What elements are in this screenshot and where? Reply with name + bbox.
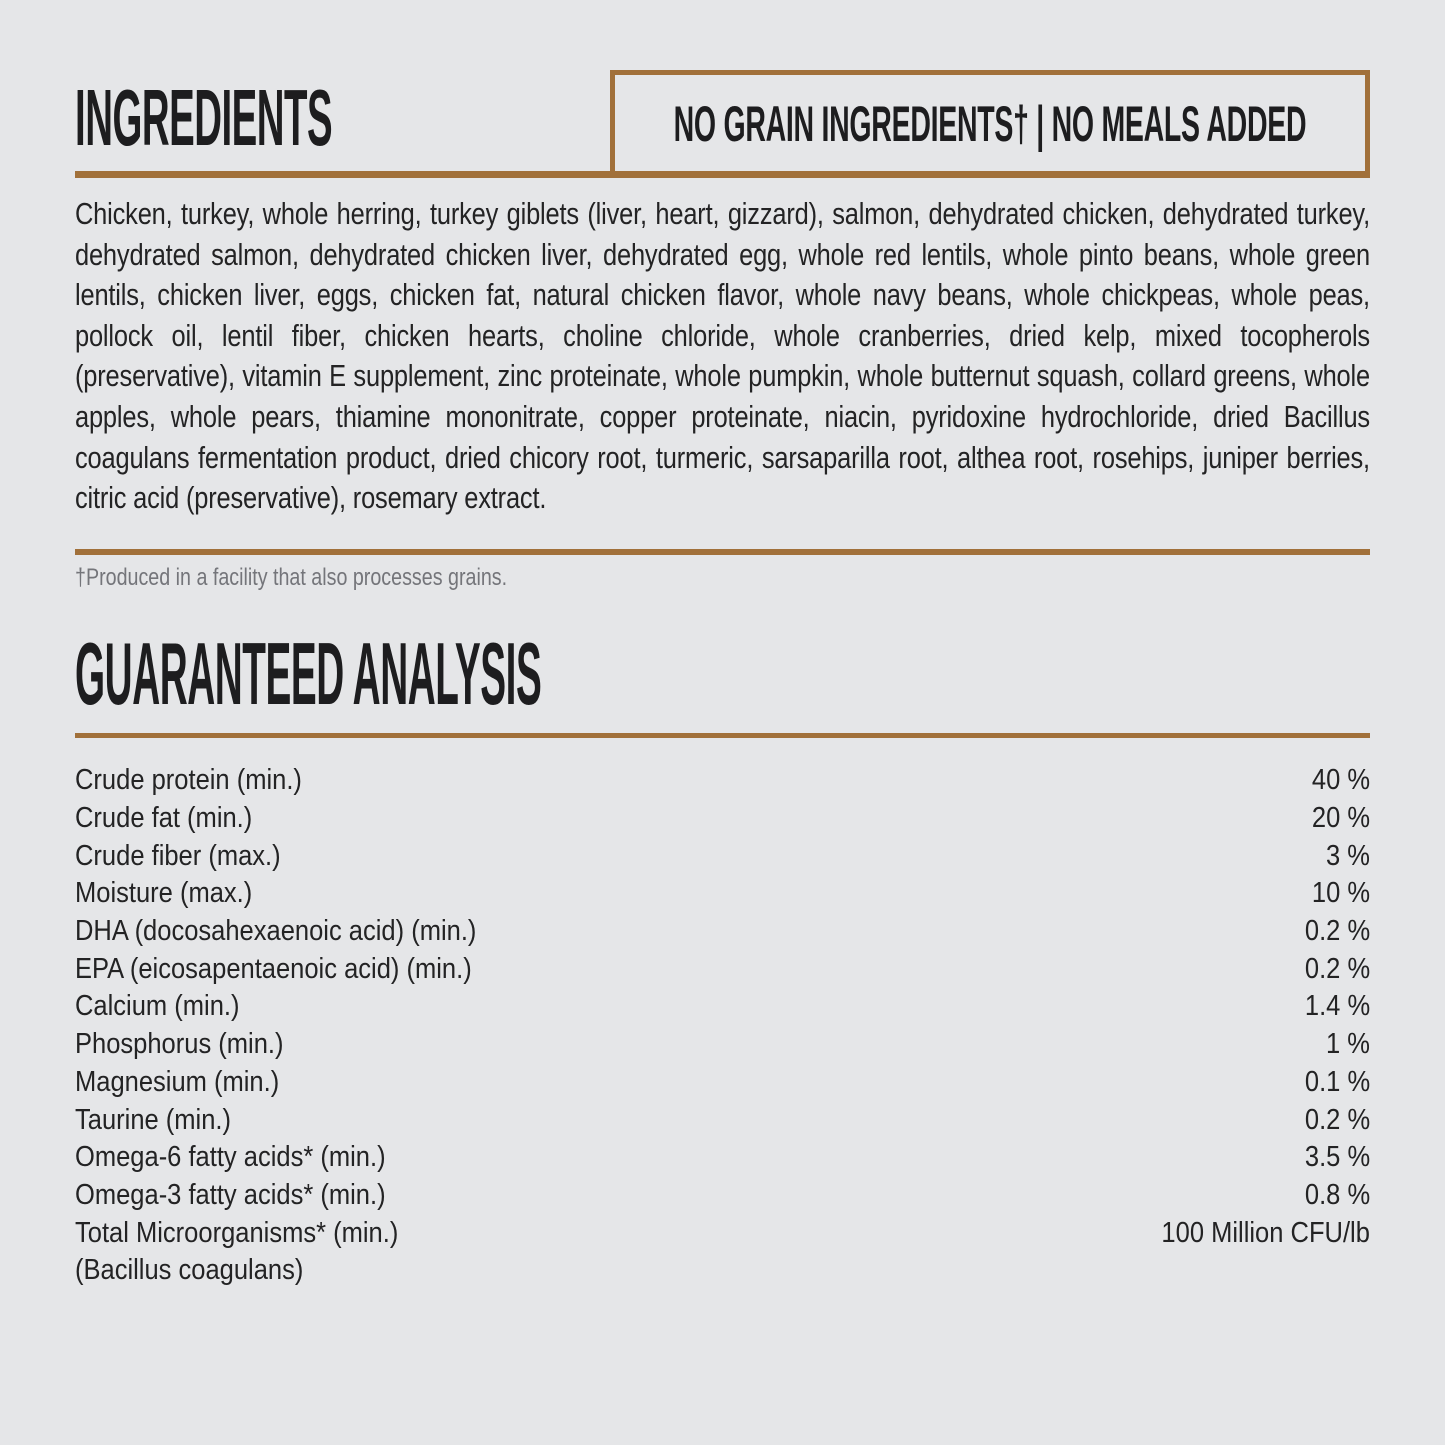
- table-row: [75, 913, 1370, 951]
- table-row: [75, 950, 1370, 988]
- analysis-value: 40 %: [1311, 764, 1370, 797]
- analysis-value: 1.4 %: [1304, 990, 1370, 1023]
- table-row: [75, 988, 1370, 1026]
- guaranteed-analysis-table: [75, 762, 1370, 1290]
- analysis-label: Magnesium (min.): [75, 1065, 280, 1098]
- analysis-label: EPA (eicosapentaenoic acid) (min.): [75, 952, 472, 985]
- table-row: [75, 875, 1370, 913]
- ingredients-heading: [75, 73, 611, 162]
- ingredients-text: Chicken, turkey, whole herring, turkey giblets (liver, heart, gizzard), salmon, dehydrated chicken, dehydrated turkey, dehydrated salmon, dehydrated chicken liver, dehydrated egg, whole red lentils, whole pinto beans, whole green lentils, chicken liver, eggs, chicken fat, natural chicken flavor, whole navy beans, whole chickpeas, whole peas, pollock oil, lentil fiber, chicken hearts, choline chloride, whole cranberries, dried kelp, mixed tocopherols (preservative), vitamin E supplement, zinc proteinate, whole pumpkin, whole butternut squash, collard greens, whole apples, whole pears, thiamine mononitrate, copper proteinate, niacin, pyridoxine hydrochloride, dried Bacillus coagulans fermentation product, dried chicory root, turmeric, sarsaparilla root, althea root, rosehips, juniper berries, citric acid (preservative), rosemary extract.: [75, 196, 1370, 516]
- analysis-value: 0.1 %: [1304, 1065, 1370, 1098]
- no-grain-badge: [610, 70, 1370, 178]
- analysis-label: Total Microorganisms* (min.): [75, 1216, 399, 1249]
- table-row: [75, 1064, 1370, 1102]
- analysis-label: Crude fat (min.): [75, 802, 253, 835]
- analysis-label: Omega-6 fatty acids* (min.): [75, 1141, 386, 1174]
- grain-facility-footnote: †Produced in a facility that also processes grains.: [75, 564, 508, 591]
- table-row: [75, 1026, 1370, 1064]
- no-grain-badge-text: NO GRAIN INGREDIENTS† | NO MEALS ADDED: [673, 96, 1307, 152]
- table-row: [75, 1101, 1370, 1139]
- table-row: [75, 837, 1370, 875]
- analysis-value: 0.2 %: [1304, 915, 1370, 948]
- analysis-value: 0.2 %: [1304, 1103, 1370, 1136]
- analysis-label: Crude fiber (max.): [75, 839, 281, 872]
- analysis-value: 0.2 %: [1304, 952, 1370, 985]
- table-row: [75, 1214, 1370, 1252]
- guaranteed-analysis-heading-text: GUARANTEED ANALYSIS: [75, 624, 542, 723]
- analysis-label: Omega-3 fatty acids* (min.): [75, 1178, 386, 1211]
- analysis-divider: [75, 733, 1370, 738]
- ingredients-heading-text: INGREDIENTS: [75, 73, 333, 162]
- analysis-value: 10 %: [1311, 877, 1370, 910]
- analysis-label: (Bacillus coagulans): [75, 1254, 304, 1287]
- table-row: [75, 762, 1370, 800]
- analysis-label: Phosphorus (min.): [75, 1028, 284, 1061]
- analysis-value: 3 %: [1326, 839, 1370, 872]
- analysis-value: 1 %: [1326, 1028, 1370, 1061]
- footnote-divider: [75, 549, 1370, 555]
- analysis-label: Taurine (min.): [75, 1103, 232, 1136]
- analysis-label: Moisture (max.): [75, 877, 253, 910]
- header-divider: [75, 171, 1370, 178]
- table-row: [75, 1139, 1370, 1177]
- analysis-value: 20 %: [1311, 802, 1370, 835]
- analysis-label: Calcium (min.): [75, 990, 240, 1023]
- analysis-label: Crude protein (min.): [75, 764, 302, 797]
- analysis-value: 100 Million CFU/lb: [1161, 1216, 1370, 1249]
- table-row: [75, 1252, 1370, 1290]
- guaranteed-analysis-heading: [75, 624, 1135, 723]
- analysis-value: 0.8 %: [1304, 1178, 1370, 1211]
- table-row: [75, 800, 1370, 838]
- analysis-value: 3.5 %: [1304, 1141, 1370, 1174]
- analysis-label: DHA (docosahexaenoic acid) (min.): [75, 915, 477, 948]
- table-row: [75, 1177, 1370, 1215]
